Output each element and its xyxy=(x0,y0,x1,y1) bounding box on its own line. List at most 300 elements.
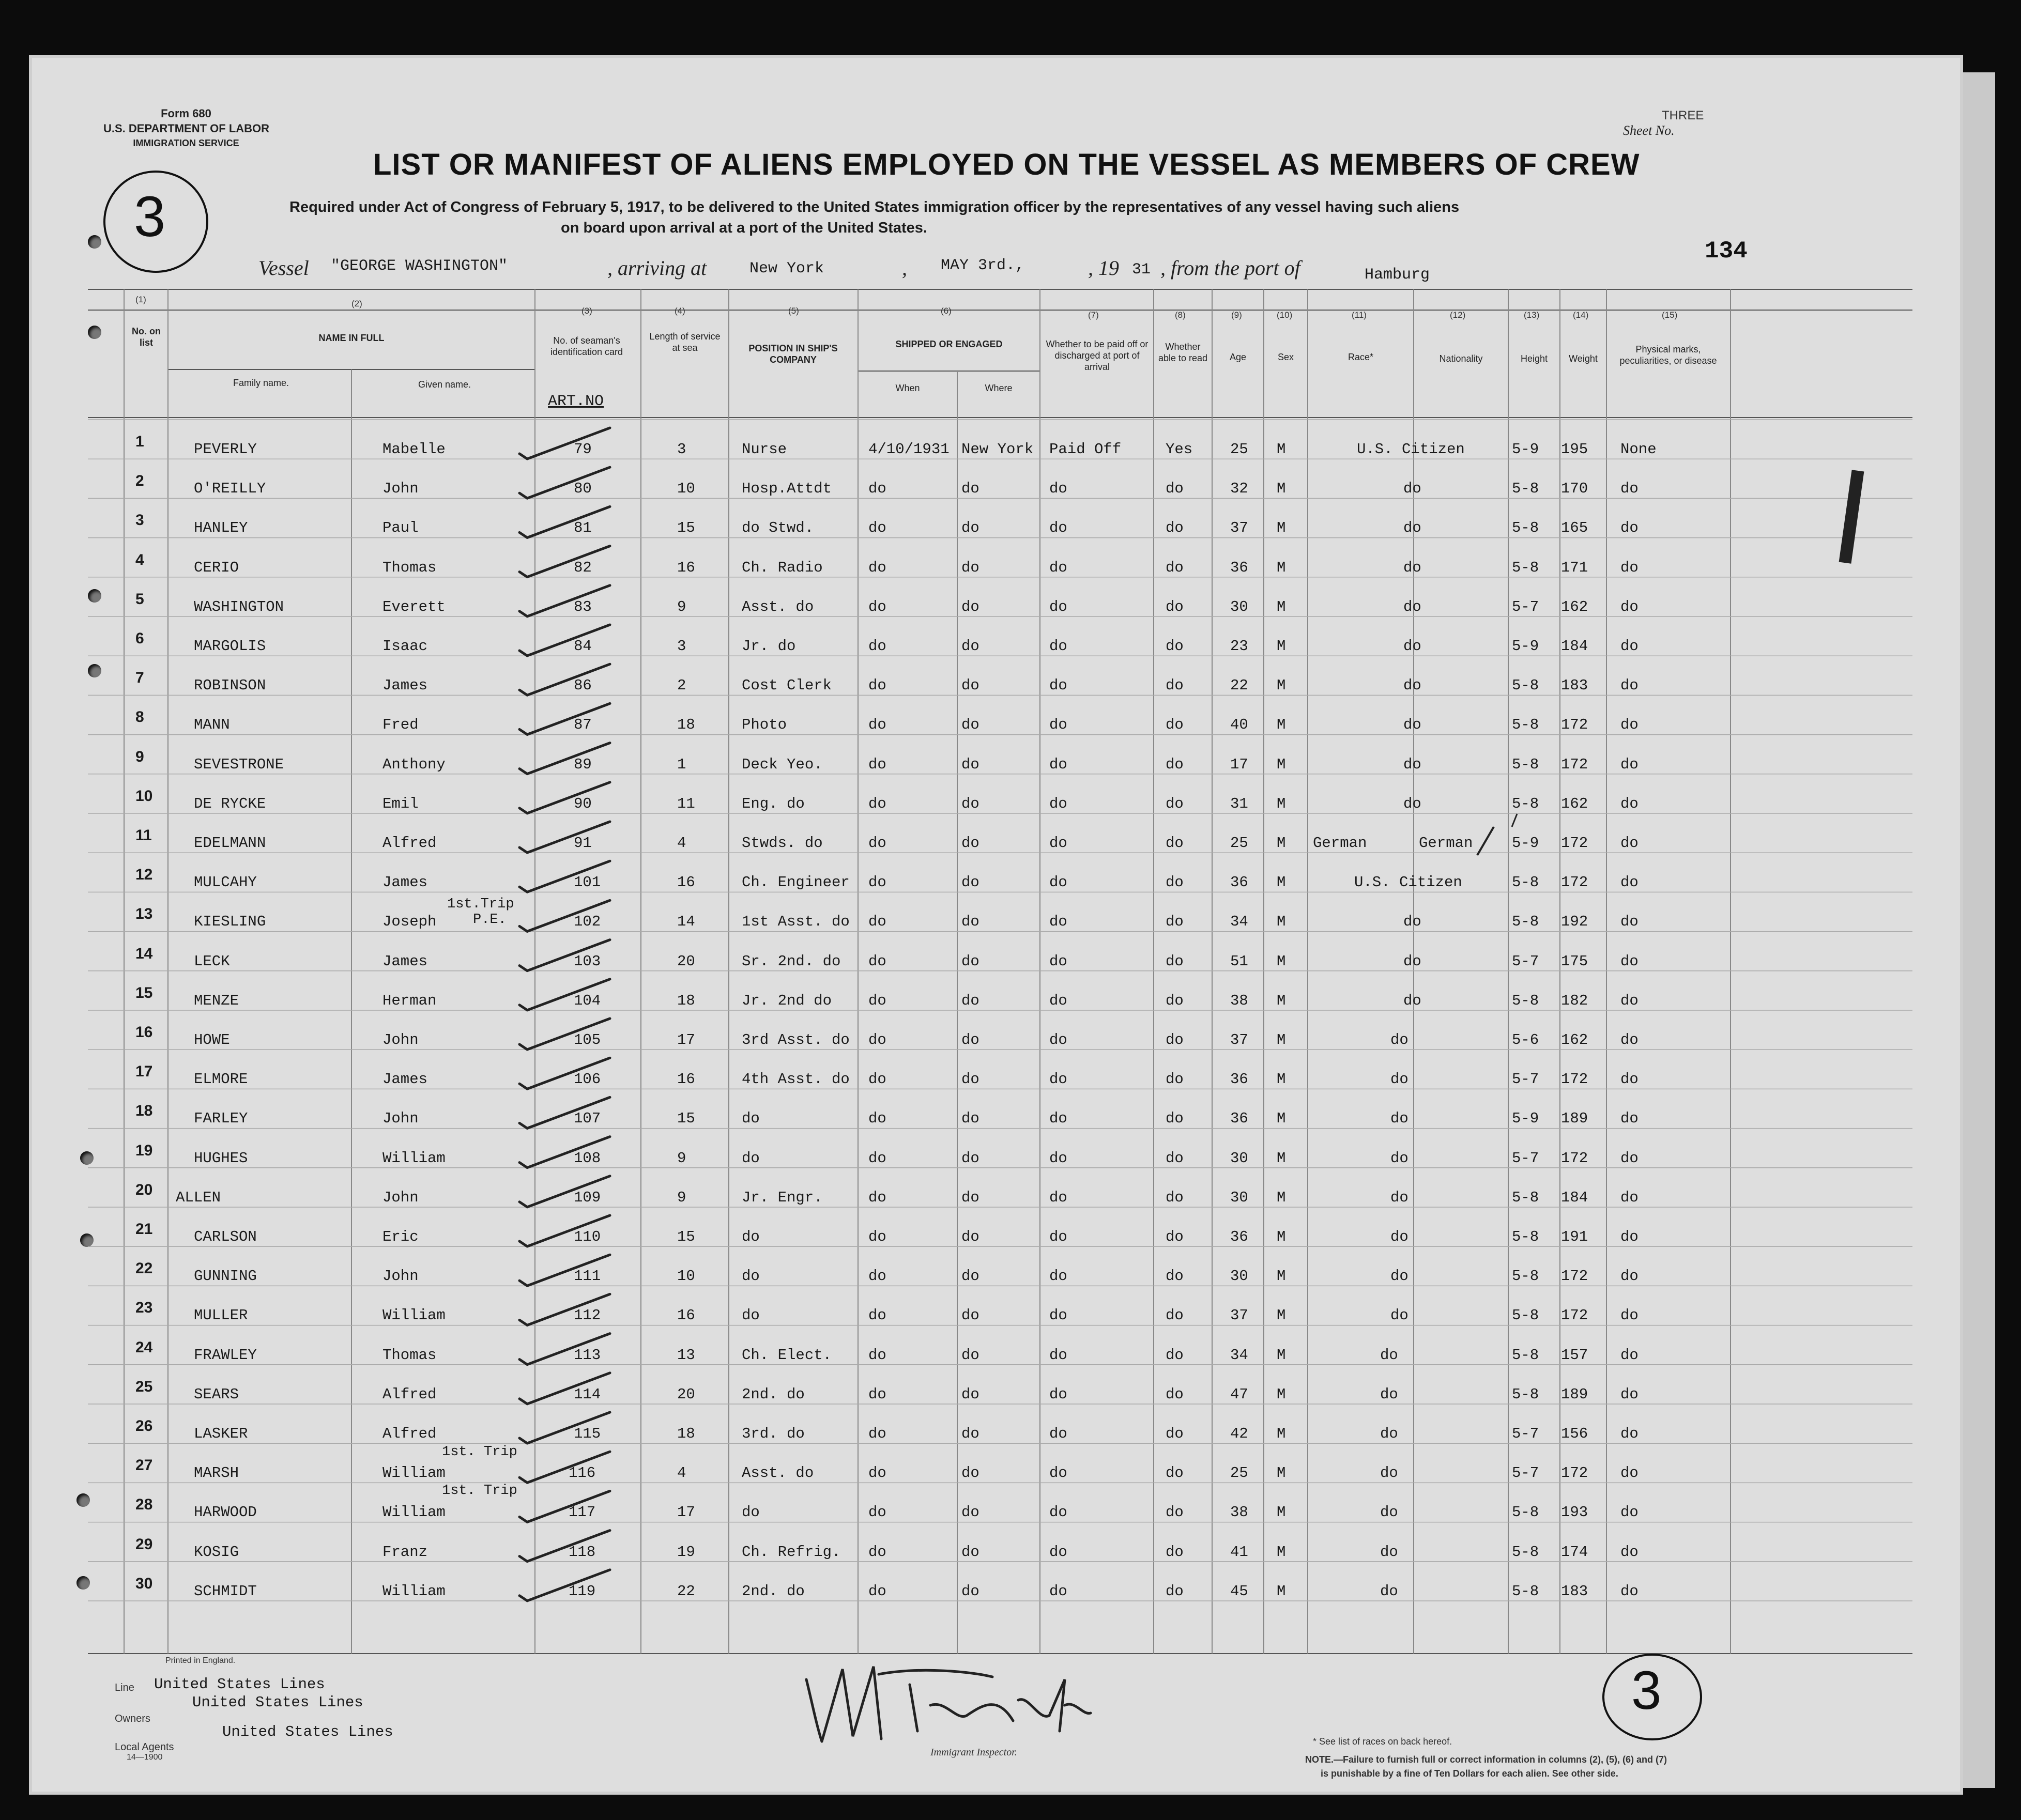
col5-num: (5) xyxy=(788,306,799,316)
cell-age: 37 xyxy=(1230,1031,1248,1048)
cell-given: John xyxy=(382,480,419,498)
cell-card: 80 xyxy=(574,480,592,498)
cell-read: do xyxy=(1166,716,1184,734)
cell-read: do xyxy=(1166,1189,1184,1206)
cell-where: do xyxy=(961,1425,979,1442)
cell-height: 5-9 xyxy=(1512,638,1539,655)
cell-weight: 184 xyxy=(1561,638,1588,655)
cell-service: 20 xyxy=(677,1385,695,1403)
cell-paid: do xyxy=(1049,559,1067,576)
line-label: Line xyxy=(115,1682,134,1693)
vessel-name: "GEORGE WASHINGTON" xyxy=(331,257,508,275)
col2-header: NAME IN FULL xyxy=(318,333,385,343)
cell-height: 5-9 xyxy=(1512,835,1539,852)
cell-family: DE RYCKE xyxy=(194,795,266,812)
cell-weight: 157 xyxy=(1561,1346,1588,1364)
col14-num: (14) xyxy=(1573,310,1589,320)
cell-height: 5-8 xyxy=(1512,1228,1539,1245)
cell-height: 5-7 xyxy=(1512,1464,1539,1482)
cell-position: Sr. 2nd. do xyxy=(742,952,841,970)
col11-header: Race* xyxy=(1348,352,1374,362)
cell-card: 87 xyxy=(574,716,592,734)
cell-when: do xyxy=(868,1504,886,1521)
cell-marks: do xyxy=(1620,1425,1639,1442)
cell-family: ALLEN xyxy=(176,1189,221,1206)
cell-where: do xyxy=(961,1504,979,1521)
cell-age: 41 xyxy=(1230,1543,1248,1561)
cell-when: do xyxy=(868,1110,886,1128)
cell-no: 22 xyxy=(135,1260,153,1277)
cell-height: 5-8 xyxy=(1512,874,1539,891)
cell-age: 42 xyxy=(1230,1425,1248,1442)
cell-sex: M xyxy=(1277,1385,1286,1403)
cell-card: 81 xyxy=(574,519,592,537)
cell-marks: do xyxy=(1620,1464,1639,1482)
arriving-port: New York xyxy=(749,260,824,277)
cell-family: WASHINGTON xyxy=(194,598,284,615)
cell-paid: do xyxy=(1049,1268,1067,1285)
cell-service: 19 xyxy=(677,1543,695,1561)
cell-read: do xyxy=(1166,598,1184,615)
cell-card: 105 xyxy=(574,1031,601,1048)
cell-sex: M xyxy=(1277,755,1286,773)
cell-family: SEVESTRONE xyxy=(194,755,284,773)
cell-given: Thomas xyxy=(382,1346,437,1364)
cell-age: 30 xyxy=(1230,1149,1248,1167)
cell-when: do xyxy=(868,519,886,537)
cell-read: do xyxy=(1166,755,1184,773)
cell-paid: do xyxy=(1049,1425,1067,1442)
from-label: , from the port of xyxy=(1160,256,1300,280)
cell-service: 18 xyxy=(677,716,695,734)
cell-family: GUNNING xyxy=(194,1268,257,1285)
cell-no: 12 xyxy=(135,866,153,884)
cell-nationality: do xyxy=(1380,1385,1398,1403)
cell-paid: do xyxy=(1049,1464,1067,1482)
cell-family: KOSIG xyxy=(194,1543,239,1561)
cell-when: do xyxy=(868,1385,886,1403)
col2b-header: Given name. xyxy=(418,379,471,390)
cell-marks: do xyxy=(1620,1149,1639,1167)
cell-sex: M xyxy=(1277,1543,1286,1561)
cell-where: do xyxy=(961,716,979,734)
cell-read: do xyxy=(1166,480,1184,498)
cell-height: 5-8 xyxy=(1512,795,1539,812)
cell-given: Fred xyxy=(382,716,419,734)
cell-card: 91 xyxy=(574,835,592,852)
cell-read: do xyxy=(1166,1543,1184,1561)
cell-sex: M xyxy=(1277,1582,1286,1600)
cell-no: 4 xyxy=(135,551,144,568)
check-mark xyxy=(519,467,610,498)
cell-where: do xyxy=(961,1110,979,1128)
cell-marks: do xyxy=(1620,1110,1639,1128)
cell-sex: M xyxy=(1277,716,1286,734)
cell-when: do xyxy=(868,559,886,576)
col15-header: Physical marks, peculiarities, or disease xyxy=(1619,344,1717,366)
col6-num: (6) xyxy=(941,306,952,316)
cell-given: John xyxy=(382,1189,419,1206)
cell-given: William xyxy=(382,1504,446,1521)
cell-height: 5-8 xyxy=(1512,1189,1539,1206)
check-mark xyxy=(519,1570,610,1601)
cell-sex: M xyxy=(1277,1346,1286,1364)
cell-paid: do xyxy=(1049,795,1067,812)
cell-paid: do xyxy=(1049,677,1067,695)
col15-num: (15) xyxy=(1662,310,1678,320)
cell-when: do xyxy=(868,952,886,970)
cell-where: do xyxy=(961,638,979,655)
cell-where: do xyxy=(961,1268,979,1285)
vessel-label: Vessel xyxy=(258,256,309,280)
cell-where: do xyxy=(961,1307,979,1324)
cell-race: German xyxy=(1313,835,1367,852)
cell-nationality: do xyxy=(1390,1228,1408,1245)
cell-no: 23 xyxy=(135,1299,153,1317)
col3-header: No. of seaman's identification card xyxy=(550,335,623,357)
cell-age: 34 xyxy=(1230,913,1248,931)
cell-position: Ch. Radio xyxy=(742,559,823,576)
cell-service: 17 xyxy=(677,1031,695,1048)
cell-given: James xyxy=(382,952,428,970)
cell-family: CARLSON xyxy=(194,1228,257,1245)
cell-paid: do xyxy=(1049,1071,1067,1088)
cell-marks: do xyxy=(1620,755,1639,773)
cell-nationality: do xyxy=(1380,1582,1398,1600)
cell-weight: 171 xyxy=(1561,559,1588,576)
cell-no: 21 xyxy=(135,1221,153,1238)
cell-when: do xyxy=(868,795,886,812)
cell-where: do xyxy=(961,913,979,931)
cell-sex: M xyxy=(1277,1031,1286,1048)
sheet-mark: THREE xyxy=(1662,109,1704,122)
cell-service: 9 xyxy=(677,1149,686,1167)
cell-nationality: do xyxy=(1403,598,1421,615)
cell-card: 89 xyxy=(574,755,592,773)
cell-family: ROBINSON xyxy=(194,677,266,695)
form-number: Form 680 xyxy=(161,107,211,120)
trip-note: 1st. Trip xyxy=(442,1444,517,1460)
cell-card: 115 xyxy=(574,1425,601,1442)
cell-read: do xyxy=(1166,1346,1184,1364)
cell-age: 36 xyxy=(1230,1228,1248,1245)
footer-circled-number xyxy=(1602,1654,1702,1740)
cell-paid: do xyxy=(1049,1307,1067,1324)
year-value: 31 xyxy=(1132,261,1151,279)
cell-nationality: do xyxy=(1403,716,1421,734)
cell-read: do xyxy=(1166,1110,1184,1128)
cell-position: Ch. Refrig. xyxy=(742,1543,841,1561)
cell-service: 2 xyxy=(677,677,686,695)
cell-position: do xyxy=(742,1268,760,1285)
col10-num: (10) xyxy=(1277,310,1293,320)
cell-sex: M xyxy=(1277,913,1286,931)
cell-marks: do xyxy=(1620,598,1639,615)
cell-service: 16 xyxy=(677,559,695,576)
cell-height: 5-7 xyxy=(1512,598,1539,615)
cell-sex: M xyxy=(1277,1464,1286,1482)
cell-position: Photo xyxy=(742,716,787,734)
page-title: LIST OR MANIFEST OF ALIENS EMPLOYED ON THE VESSEL AS MEMBERS OF CREW xyxy=(373,148,1640,181)
cell-when: do xyxy=(868,1031,886,1048)
cell-position: Asst. do xyxy=(742,1464,814,1482)
cell-when: do xyxy=(868,1307,886,1324)
cell-no: 20 xyxy=(135,1181,153,1198)
cell-paid: do xyxy=(1049,1228,1067,1245)
cell-service: 18 xyxy=(677,992,695,1009)
cell-paid: do xyxy=(1049,1110,1067,1128)
cell-when: do xyxy=(868,874,886,891)
cell-paid: do xyxy=(1049,638,1067,655)
cell-marks: do xyxy=(1620,913,1639,931)
cell-given: Paul xyxy=(382,519,419,537)
cell-weight: 189 xyxy=(1561,1110,1588,1128)
col13-num: (13) xyxy=(1524,310,1540,320)
cell-when: do xyxy=(868,1071,886,1088)
cell-marks: do xyxy=(1620,835,1639,852)
cell-nationality: do xyxy=(1403,795,1421,812)
cell-marks: do xyxy=(1620,1543,1639,1561)
cell-service: 18 xyxy=(677,1425,695,1442)
cell-family: CERIO xyxy=(194,559,239,576)
cell-marks: do xyxy=(1620,638,1639,655)
cell-where: New York xyxy=(961,441,1034,458)
cell-read: do xyxy=(1166,677,1184,695)
cell-no: 25 xyxy=(135,1378,153,1395)
cell-no: 26 xyxy=(135,1417,153,1435)
cell-card: 106 xyxy=(574,1071,601,1088)
cell-no: 2 xyxy=(135,472,144,490)
department: U.S. DEPARTMENT OF LABOR xyxy=(103,122,270,135)
cell-given: Thomas xyxy=(382,559,437,576)
check-mark xyxy=(519,782,610,813)
cell-sex: M xyxy=(1277,952,1286,970)
cell-card: 84 xyxy=(574,638,592,655)
cell-service: 15 xyxy=(677,1110,695,1128)
cell-height: 5-9 xyxy=(1512,441,1539,458)
cell-nationality: do xyxy=(1403,913,1421,931)
form-code: 14—1900 xyxy=(127,1753,163,1762)
cell-position: do xyxy=(742,1307,760,1324)
cell-card: 107 xyxy=(574,1110,601,1128)
cell-nationality: do xyxy=(1390,1031,1408,1048)
cell-height: 5-8 xyxy=(1512,1504,1539,1521)
cell-position: Ch. Elect. xyxy=(742,1346,832,1364)
cell-when: do xyxy=(868,1425,886,1442)
cell-card: 119 xyxy=(569,1582,596,1600)
col8-header: Whether able to read xyxy=(1158,342,1208,363)
cell-paid: do xyxy=(1049,1385,1067,1403)
cell-read: do xyxy=(1166,1385,1184,1403)
cell-no: 14 xyxy=(135,945,153,962)
cell-age: 51 xyxy=(1230,952,1248,970)
cell-age: 31 xyxy=(1230,795,1248,812)
check-mark xyxy=(519,1491,610,1522)
cell-sex: M xyxy=(1277,992,1286,1009)
cell-service: 9 xyxy=(677,1189,686,1206)
cell-age: 32 xyxy=(1230,480,1248,498)
cell-age: 30 xyxy=(1230,598,1248,615)
cell-position: Deck Yeo. xyxy=(742,755,823,773)
cell-read: Yes xyxy=(1166,441,1193,458)
cell-weight: 165 xyxy=(1561,519,1588,537)
cell-when: do xyxy=(868,480,886,498)
cell-service: 4 xyxy=(677,835,686,852)
cell-nationality: U.S. Citizen xyxy=(1357,441,1465,458)
cell-given: Isaac xyxy=(382,638,428,655)
cell-family: EDELMANN xyxy=(194,835,266,852)
footer-circled-text: 3 xyxy=(1631,1660,1662,1721)
cell-paid: do xyxy=(1049,1504,1067,1521)
col6a-header: When xyxy=(895,383,920,393)
cell-weight: 172 xyxy=(1561,874,1588,891)
cell-position: 1st Asst. do xyxy=(742,913,850,931)
col2a-header: Family name. xyxy=(233,378,289,388)
footer-note-2: is punishable by a fine of Ten Dollars for each alien. See other side. xyxy=(1321,1768,1618,1779)
cell-nationality: do xyxy=(1403,755,1421,773)
cell-position: Asst. do xyxy=(742,598,814,615)
arrival-date: MAY 3rd., xyxy=(941,257,1025,274)
cell-family: HOWE xyxy=(194,1031,230,1048)
cell-age: 36 xyxy=(1230,874,1248,891)
cell-service: 9 xyxy=(677,598,686,615)
cell-height: 5-8 xyxy=(1512,1385,1539,1403)
cell-weight: 162 xyxy=(1561,598,1588,615)
col13-header: Height xyxy=(1520,353,1548,364)
cell-family: FARLEY xyxy=(194,1110,248,1128)
cell-paid: do xyxy=(1049,992,1067,1009)
cell-marks: do xyxy=(1620,1307,1639,1324)
cell-given: William xyxy=(382,1582,446,1600)
footer-note-1: NOTE.—Failure to furnish full or correct information in columns (2), (5), (6) and (7) xyxy=(1305,1754,1667,1765)
cell-weight: 192 xyxy=(1561,913,1588,931)
cell-service: 15 xyxy=(677,519,695,537)
cell-no: 5 xyxy=(135,590,144,608)
cell-read: do xyxy=(1166,1504,1184,1521)
cell-given: Mabelle xyxy=(382,441,446,458)
cell-read: do xyxy=(1166,913,1184,931)
cell-paid: do xyxy=(1049,1031,1067,1048)
cell-when: do xyxy=(868,1228,886,1245)
cell-family: MARGOLIS xyxy=(194,638,266,655)
cell-height: 5-8 xyxy=(1512,992,1539,1009)
cell-paid: do xyxy=(1049,913,1067,931)
cell-service: 20 xyxy=(677,952,695,970)
cell-read: do xyxy=(1166,1071,1184,1088)
cell-no: 19 xyxy=(135,1142,153,1159)
cell-service: 14 xyxy=(677,913,695,931)
cell-given: John xyxy=(382,1268,419,1285)
cell-no: 7 xyxy=(135,669,144,687)
cell-read: do xyxy=(1166,1582,1184,1600)
cell-position: Hosp.Attdt xyxy=(742,480,832,498)
check-mark xyxy=(519,1531,610,1562)
cell-family: MULCAHY xyxy=(194,874,257,891)
cell-age: 36 xyxy=(1230,1110,1248,1128)
cell-height: 5-9 xyxy=(1512,1110,1539,1128)
cell-family: MENZE xyxy=(194,992,239,1009)
cell-sex: M xyxy=(1277,1189,1286,1206)
cell-card: 108 xyxy=(574,1149,601,1167)
cell-service: 10 xyxy=(677,1268,695,1285)
cell-weight: 174 xyxy=(1561,1543,1588,1561)
cell-family: MANN xyxy=(194,716,230,734)
cell-height: 5-8 xyxy=(1512,1582,1539,1600)
cell-nationality: do xyxy=(1403,992,1421,1009)
cell-height: 5-8 xyxy=(1512,677,1539,695)
cell-height: 5-7 xyxy=(1512,1071,1539,1088)
check-mark xyxy=(519,664,610,695)
cell-card: 111 xyxy=(574,1268,601,1285)
cell-given: James xyxy=(382,1071,428,1088)
cell-age: 38 xyxy=(1230,1504,1248,1521)
sheet-number-label: Sheet No. xyxy=(1623,123,1675,138)
cell-when: do xyxy=(868,1149,886,1167)
cell-paid: do xyxy=(1049,1582,1067,1600)
cell-position: do xyxy=(742,1149,760,1167)
cell-where: do xyxy=(961,795,979,812)
cell-weight: 172 xyxy=(1561,1307,1588,1324)
cell-height: 5-8 xyxy=(1512,480,1539,498)
cell-given: William xyxy=(382,1307,446,1324)
trip-note: 1st. Trip xyxy=(442,1483,517,1499)
cell-service: 10 xyxy=(677,480,695,498)
cell-when: do xyxy=(868,598,886,615)
cell-position: Jr. 2nd do xyxy=(742,992,832,1009)
cell-read: do xyxy=(1166,1031,1184,1048)
cell-card: 101 xyxy=(574,874,601,891)
cell-nationality: do xyxy=(1390,1268,1408,1285)
cell-sex: M xyxy=(1277,598,1286,615)
cell-weight: 172 xyxy=(1561,1149,1588,1167)
cell-nationality: do xyxy=(1403,559,1421,576)
cell-paid: do xyxy=(1049,480,1067,498)
cell-nationality: do xyxy=(1403,638,1421,655)
cell-age: 38 xyxy=(1230,992,1248,1009)
cell-where: do xyxy=(961,1582,979,1600)
col10-header: Sex xyxy=(1277,352,1294,362)
cell-weight: 183 xyxy=(1561,1582,1588,1600)
cell-height: 5-7 xyxy=(1512,1425,1539,1442)
cell-paid: do xyxy=(1049,1543,1067,1561)
cell-weight: 162 xyxy=(1561,1031,1588,1048)
cell-where: do xyxy=(961,519,979,537)
cell-nationality: do xyxy=(1390,1071,1408,1088)
cell-marks: do xyxy=(1620,1268,1639,1285)
cell-marks: do xyxy=(1620,559,1639,576)
cell-no: 9 xyxy=(135,748,144,765)
cell-weight: 162 xyxy=(1561,795,1588,812)
line-value: United States Lines xyxy=(154,1676,325,1693)
col7-header: Whether to be paid off or discharged at port of arrival xyxy=(1046,339,1149,372)
cell-weight: 183 xyxy=(1561,677,1588,695)
cell-age: 36 xyxy=(1230,1071,1248,1088)
cell-when: do xyxy=(868,638,886,655)
cell-weight: 191 xyxy=(1561,1228,1588,1245)
trip-note: 1st.Trip xyxy=(447,897,514,912)
service: IMMIGRATION SERVICE xyxy=(133,138,239,148)
cell-when: 4/10/1931 xyxy=(868,441,950,458)
cell-where: do xyxy=(961,1071,979,1088)
cell-given: Herman xyxy=(382,992,437,1009)
cell-height: 5-6 xyxy=(1512,1031,1539,1048)
cell-read: do xyxy=(1166,874,1184,891)
cell-family: KIESLING xyxy=(194,913,266,931)
cell-family: FRAWLEY xyxy=(194,1346,257,1364)
cell-where: do xyxy=(961,1346,979,1364)
cell-position: do xyxy=(742,1228,760,1245)
col4-num: (4) xyxy=(675,306,685,316)
